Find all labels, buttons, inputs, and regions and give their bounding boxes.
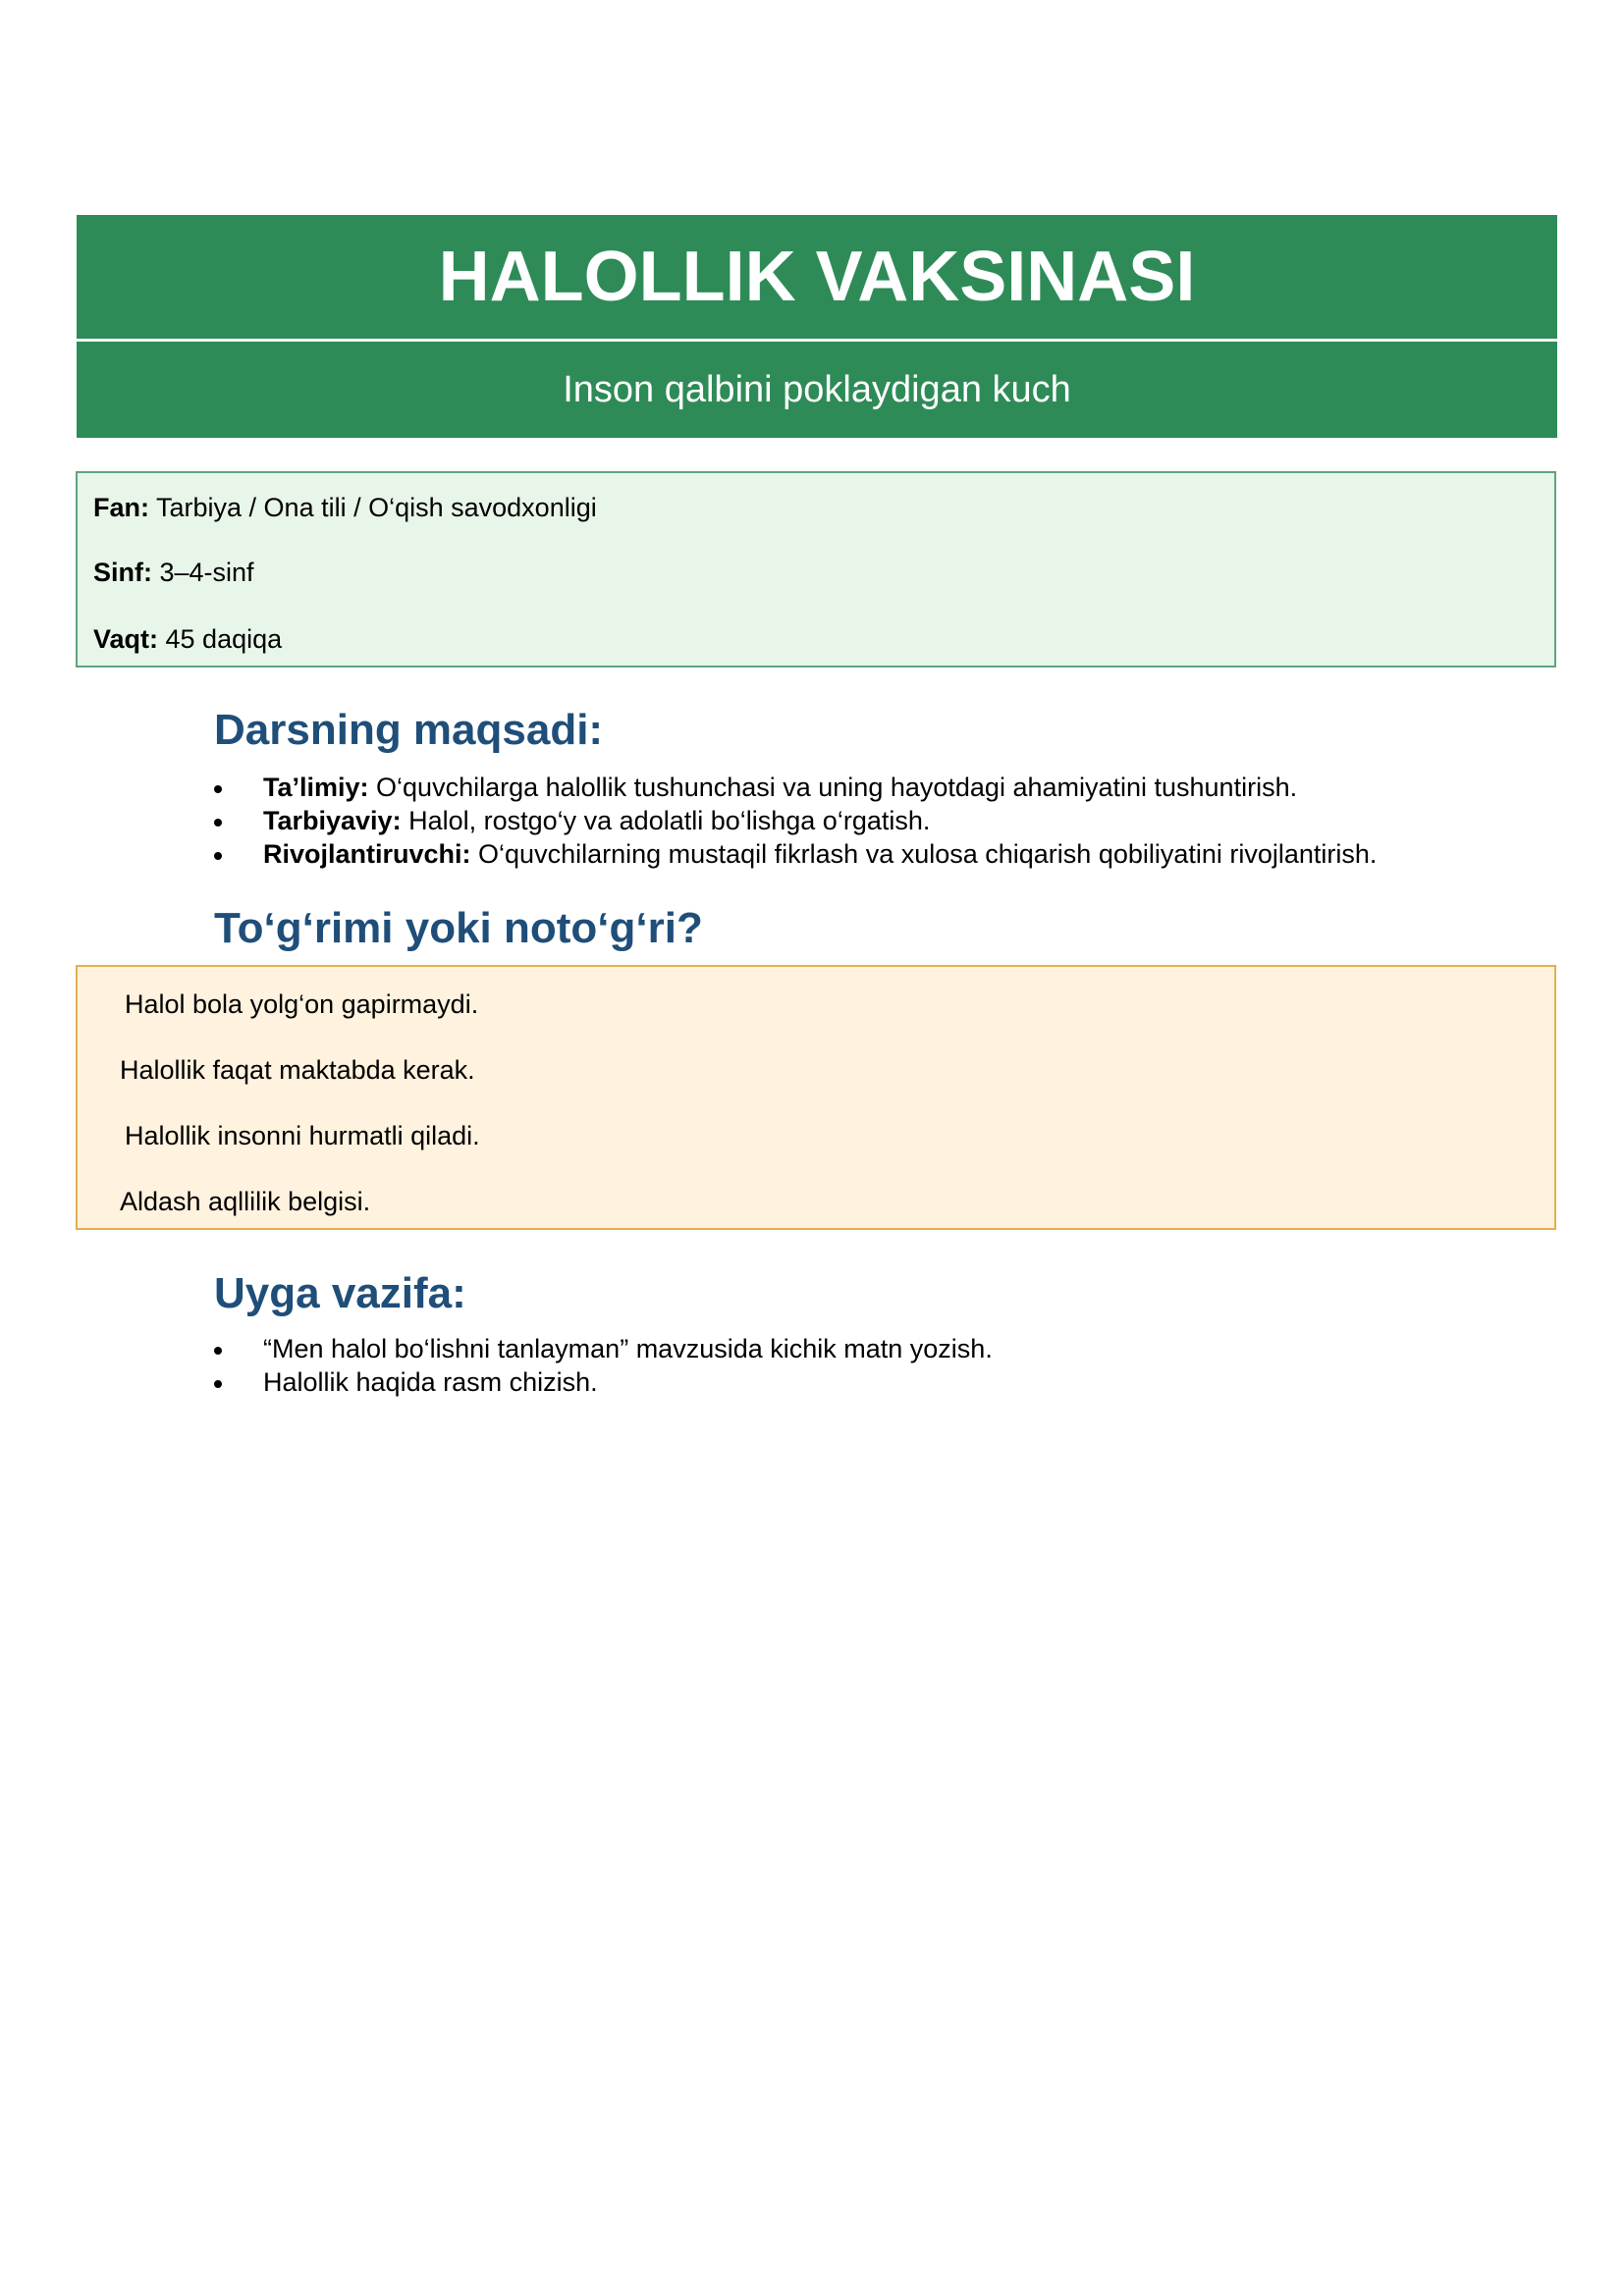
homework-item xyxy=(214,1365,993,1399)
bullet-icon xyxy=(214,1380,222,1388)
bullet-icon xyxy=(214,852,222,860)
info-grade-value: 3–4-sinf xyxy=(152,558,254,587)
goal-label: Rivojlantiruvchi: xyxy=(263,839,471,869)
goals-heading: Darsning maqsadi: xyxy=(214,706,604,754)
goal-item xyxy=(214,804,1377,837)
statement-item: Aldash aqllilik belgisi. xyxy=(120,1187,371,1216)
goal-item xyxy=(214,837,1377,871)
homework-text: Halollik haqida rasm chizish. xyxy=(263,1367,598,1397)
homework-text: “Men halol bo‘lishni tanlayman” mavzusida kichik matn yozish. xyxy=(263,1334,993,1363)
lesson-info-box xyxy=(76,471,1556,667)
goal-label: Tarbiyaviy: xyxy=(263,806,402,835)
true-false-heading: To‘g‘rimi yoki noto‘g‘ri? xyxy=(214,904,703,952)
goal-text: Halol, rostgo‘y va adolatli bo‘lishga o‘rgatish. xyxy=(401,806,931,835)
bullet-icon xyxy=(214,1347,222,1355)
info-time xyxy=(93,622,282,656)
info-time-label: Vaqt: xyxy=(93,624,159,654)
info-grade-label: Sinf: xyxy=(93,558,152,587)
info-subject-label: Fan: xyxy=(93,493,149,522)
info-grade xyxy=(93,556,254,589)
statement-item: Halollik faqat maktabda kerak. xyxy=(120,1055,475,1085)
info-time-value: 45 daqiqa xyxy=(158,624,283,654)
homework-item xyxy=(214,1332,993,1365)
true-false-box xyxy=(76,965,1556,1230)
bullet-icon xyxy=(214,819,222,827)
homework-heading: Uyga vazifa: xyxy=(214,1269,466,1317)
goal-text: O‘quvchilarga halollik tushunchasi va uning hayotdagi ahamiyatini tushuntirish. xyxy=(368,773,1298,802)
goal-item xyxy=(214,771,1377,804)
info-subject xyxy=(93,491,597,524)
page-title: HALOLLIK VAKSINASI xyxy=(77,215,1557,339)
page-subtitle: Inson qalbini poklaydigan kuch xyxy=(77,342,1557,438)
statement-item: Halol bola yolg‘on gapirmaydi. xyxy=(125,989,479,1019)
statement-item: Halollik insonni hurmatli qiladi. xyxy=(125,1121,480,1150)
homework-list xyxy=(214,1332,993,1399)
goal-label: Ta’limiy: xyxy=(263,773,369,802)
bullet-icon xyxy=(214,785,222,793)
goals-list xyxy=(214,771,1377,871)
goal-text: O‘quvchilarning mustaqil fikrlash va xulosa chiqarish qobiliyatini rivojlantirish. xyxy=(470,839,1378,869)
info-subject-value: Tarbiya / Ona tili / O‘qish savodxonligi xyxy=(149,493,597,522)
